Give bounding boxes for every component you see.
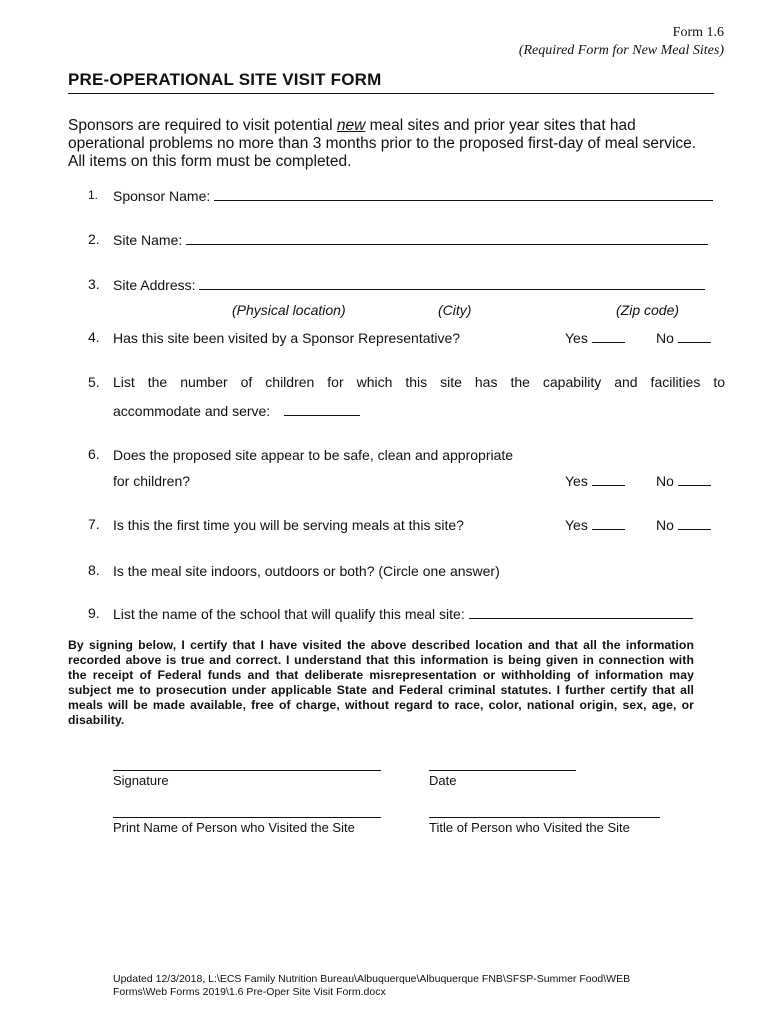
date-line[interactable] — [429, 770, 576, 771]
q3-label: Site Address: — [113, 277, 196, 293]
q7-label: Is this the first time you will be serving meals at this site? — [113, 517, 464, 533]
q2-label: Site Name: — [113, 232, 183, 248]
date-label: Date — [429, 773, 457, 788]
form-note: (Required Form for New Meal Sites) — [518, 43, 724, 58]
q7-yes — [565, 516, 625, 533]
q3 — [113, 276, 705, 294]
q4-no-label: No — [656, 330, 674, 346]
q9-label: List the name of the school that will qualify this meal site: — [113, 606, 465, 622]
q7-no — [656, 516, 711, 533]
page-title: PRE-OPERATIONAL SITE VISIT FORM — [68, 70, 714, 94]
q4-yes-blank[interactable] — [592, 329, 625, 343]
q4-yes-label: Yes — [565, 330, 588, 346]
q6-label: Does the proposed site appear to be safe, clean and appropriate — [113, 447, 514, 463]
q2-number: 2. — [88, 231, 100, 247]
footer-line-2: Forms\Web Forms 2019\1.6 Pre-Oper Site Visit Form.docx — [113, 986, 386, 998]
q5-number: 5. — [88, 374, 100, 390]
site-name-field[interactable] — [186, 231, 708, 245]
q8-label: Is the meal site indoors, outdoors or both? (Circle one answer) — [113, 563, 500, 579]
site-address-field[interactable] — [199, 276, 705, 290]
form-number-block — [519, 24, 724, 60]
intro-text-1: Sponsors are required to visit potential — [68, 117, 337, 134]
q1-label: Sponsor Name: — [113, 188, 211, 204]
form-number: Form 1.6 — [672, 25, 724, 40]
print-name-label: Print Name of Person who Visited the Site — [113, 820, 355, 835]
title-person-line[interactable] — [429, 817, 660, 818]
q2 — [113, 231, 708, 249]
signature-line[interactable] — [113, 770, 381, 771]
q5-label: List the number of children for which this site has the capability and facilities to — [113, 374, 725, 390]
zip-caption: (Zip code) — [616, 302, 680, 318]
q4-label: Has this site been visited by a Sponsor Representative? — [113, 330, 461, 346]
school-name-field[interactable] — [469, 605, 693, 619]
q7-number: 7. — [88, 516, 100, 532]
q6-yes — [565, 472, 625, 489]
q7-no-label: No — [656, 517, 674, 533]
q7-no-blank[interactable] — [678, 516, 711, 530]
q3-number: 3. — [88, 276, 100, 292]
q9-number: 9. — [88, 605, 100, 621]
q6-no — [656, 472, 711, 489]
q6-yes-blank[interactable] — [592, 472, 625, 486]
q4-yes — [565, 329, 625, 346]
physical-location-caption: (Physical location) — [232, 302, 346, 318]
footer-line-1: Updated 12/3/2018, L:\ECS Family Nutrition Bureau\Albuquerque\Albuquerque FNB\SFSP-Summer Food\WEB — [113, 973, 631, 985]
city-caption: (City) — [438, 302, 472, 318]
q5-label-2: accommodate and serve: — [113, 403, 271, 419]
q6-no-blank[interactable] — [678, 472, 711, 486]
q4-no-blank[interactable] — [678, 329, 711, 343]
q1 — [113, 187, 713, 205]
q5-line2 — [113, 402, 360, 420]
intro-paragraph — [68, 117, 708, 171]
q6-yes-label: Yes — [565, 473, 588, 489]
intro-emphasis: new — [336, 117, 366, 134]
q4-no — [656, 329, 711, 346]
footer-path — [113, 973, 673, 999]
q6-no-label: No — [656, 473, 674, 489]
q8-number: 8. — [88, 562, 100, 578]
title-person-label: Title of Person who Visited the Site — [429, 820, 630, 835]
certification-statement: By signing below, I certify that I have visited the above described location and that all the information recorded above is true and correct. I understand that this information is being given in connection with the receipt of Federal funds and that deliberate misrepresentation or withholding of information may subject me to prosecution under applicable State and Federal criminal statutes. I further certify that all meals will be made available, free of charge, without regard to race, color, national origin, sex, age, or disability. — [68, 638, 694, 727]
q7-yes-label: Yes — [565, 517, 588, 533]
signature-label: Signature — [113, 773, 169, 788]
children-count-field[interactable] — [284, 402, 360, 416]
q6-label-2: for children? — [113, 473, 191, 489]
sponsor-name-field[interactable] — [214, 187, 713, 201]
q1-number: 1. — [88, 188, 99, 202]
q4-number: 4. — [88, 329, 100, 345]
q7-yes-blank[interactable] — [592, 516, 625, 530]
intro-text-2: meal sites and prior year sites that had operational problems no more than 3 months prior to the proposed first-day of meal service. All items on this form must be completed. — [68, 117, 697, 170]
print-name-line[interactable] — [113, 817, 381, 818]
q9 — [113, 605, 693, 623]
q6-number: 6. — [88, 446, 100, 462]
